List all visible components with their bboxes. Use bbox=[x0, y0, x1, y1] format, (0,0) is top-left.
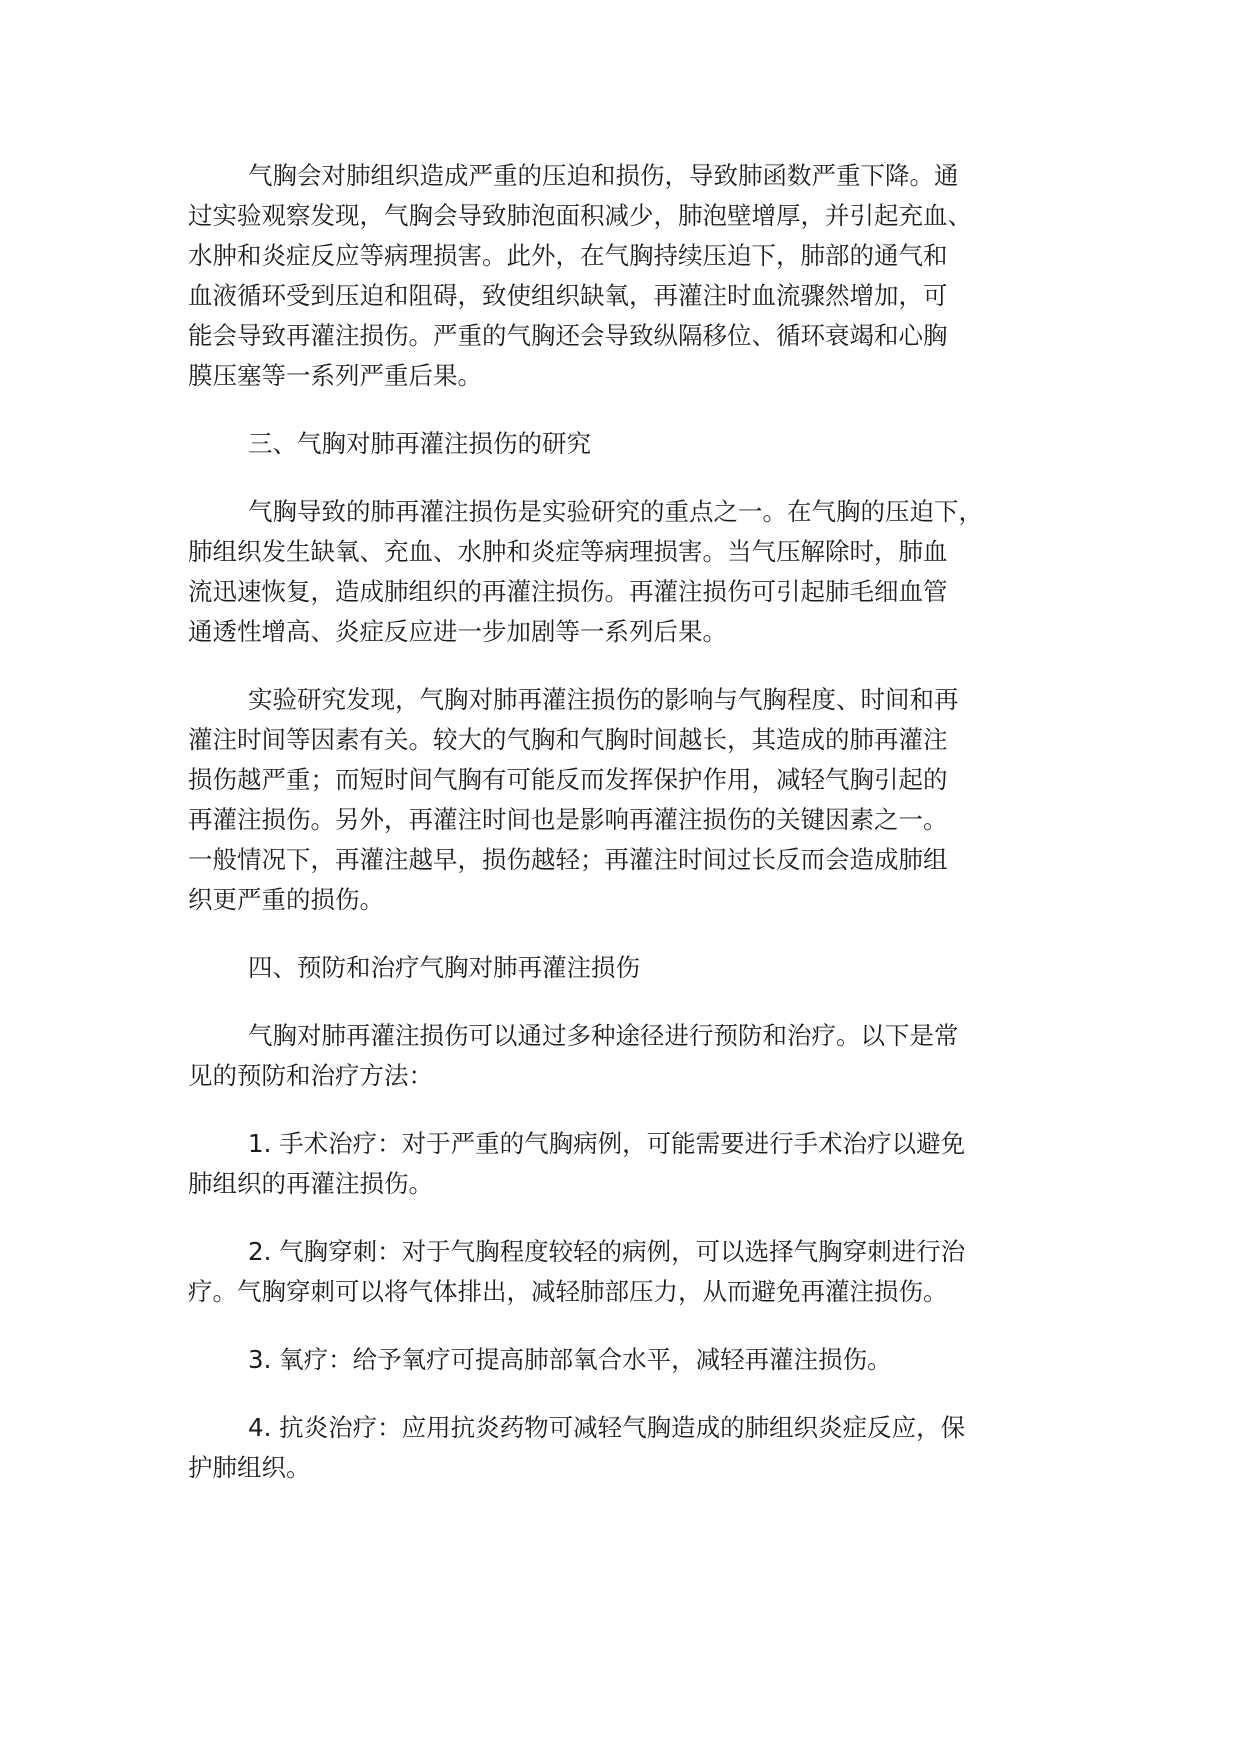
paragraph-line: 织更严重的损伤。 bbox=[188, 885, 384, 914]
paragraph-line: 血液循环受到压迫和阻碍，致使组织缺氧，再灌注时血流骤然增加，可 bbox=[188, 281, 948, 310]
paragraph bbox=[188, 156, 1088, 396]
paragraph-line: 气胸会对肺组织造成严重的压迫和损伤，导致肺函数严重下降。通 bbox=[248, 161, 959, 190]
paragraph-line: 流迅速恢复，造成肺组织的再灌注损伤。再灌注损伤可引起肺毛细血管 bbox=[188, 577, 948, 606]
list-item bbox=[188, 1124, 1088, 1204]
section-heading-text: 四、预防和治疗气胸对肺再灌注损伤 bbox=[248, 953, 640, 982]
section-heading bbox=[188, 424, 1088, 464]
paragraph-line: 能会导致再灌注损伤。严重的气胸还会导致纵隔移位、循环衰竭和心胸 bbox=[188, 321, 948, 350]
paragraph-line: 一般情况下，再灌注越早，损伤越轻；再灌注时间过长反而会造成肺组 bbox=[188, 845, 948, 874]
list-item-line: 4. 抗炎治疗：应用抗炎药物可减轻气胸造成的肺组织炎症反应，保 bbox=[248, 1413, 966, 1442]
list-item-line: 2. 气胸穿刺：对于气胸程度较轻的病例，可以选择气胸穿刺进行治 bbox=[248, 1237, 966, 1266]
paragraph bbox=[188, 1016, 1088, 1096]
list-item-line: 护肺组织。 bbox=[188, 1453, 311, 1482]
paragraph-line: 见的预防和治疗方法： bbox=[188, 1061, 433, 1090]
list-item-line: 1. 手术治疗：对于严重的气胸病例，可能需要进行手术治疗以避免 bbox=[248, 1129, 966, 1158]
paragraph-line: 膜压塞等一系列严重后果。 bbox=[188, 361, 482, 390]
paragraph-line: 气胸导致的肺再灌注损伤是实验研究的重点之一。在气胸的压迫下， bbox=[248, 497, 983, 526]
paragraph-line: 过实验观察发现，气胸会导致肺泡面积减少，肺泡壁增厚，并引起充血、 bbox=[188, 201, 972, 230]
list-item-line: 疗。气胸穿刺可以将气体排出，减轻肺部压力，从而避免再灌注损伤。 bbox=[188, 1277, 948, 1306]
list-item-line: 肺组织的再灌注损伤。 bbox=[188, 1169, 433, 1198]
paragraph-line: 气胸对肺再灌注损伤可以通过多种途径进行预防和治疗。以下是常 bbox=[248, 1021, 959, 1050]
paragraph-line: 实验研究发现，气胸对肺再灌注损伤的影响与气胸程度、时间和再 bbox=[248, 685, 959, 714]
list-item-line: 3. 氧疗：给予氧疗可提高肺部氧合水平，减轻再灌注损伤。 bbox=[248, 1345, 892, 1374]
paragraph-line: 再灌注损伤。另外，再灌注时间也是影响再灌注损伤的关键因素之一。 bbox=[188, 805, 948, 834]
paragraph bbox=[188, 680, 1088, 920]
list-item bbox=[188, 1340, 1088, 1380]
list-item bbox=[188, 1408, 1088, 1488]
section-heading bbox=[188, 948, 1088, 988]
list-item bbox=[188, 1232, 1088, 1312]
paragraph bbox=[188, 492, 1088, 652]
paragraph-line: 水肿和炎症反应等病理损害。此外，在气胸持续压迫下，肺部的通气和 bbox=[188, 241, 948, 270]
paragraph-line: 肺组织发生缺氧、充血、水肿和炎症等病理损害。当气压解除时，肺血 bbox=[188, 537, 948, 566]
paragraph-line: 通透性增高、炎症反应进一步加剧等一系列后果。 bbox=[188, 617, 727, 646]
document-body bbox=[188, 156, 1088, 1516]
paragraph-line: 灌注时间等因素有关。较大的气胸和气胸时间越长，其造成的肺再灌注 bbox=[188, 725, 948, 754]
paragraph-line: 损伤越严重；而短时间气胸有可能反而发挥保护作用，减轻气胸引起的 bbox=[188, 765, 948, 794]
section-heading-text: 三、气胸对肺再灌注损伤的研究 bbox=[248, 429, 591, 458]
